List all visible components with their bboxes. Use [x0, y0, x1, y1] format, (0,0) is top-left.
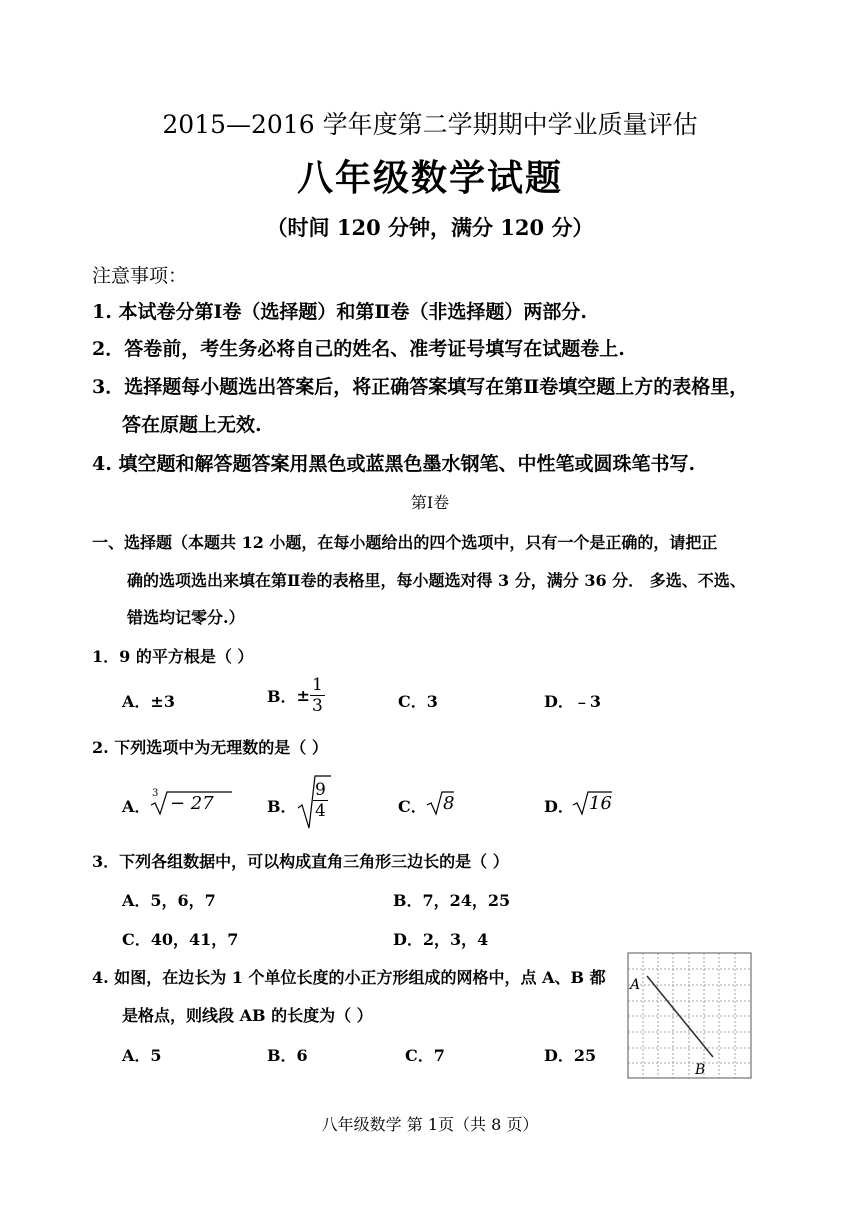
- cube-root-index: 3: [152, 788, 159, 799]
- point-a-label: A: [630, 977, 641, 993]
- q4-option-c: C．7: [405, 1046, 445, 1065]
- option-label: D．: [544, 692, 574, 711]
- segment-ab: [647, 976, 713, 1057]
- section-instructions-line2: 确的选项选出来填在第Ⅱ卷的表格里，每小题选对得 3 分，满分 36 分． 多选、不选、: [127, 571, 746, 590]
- q1-option-c: [398, 689, 438, 712]
- q4-option-a: A．5: [122, 1046, 162, 1065]
- volume-heading: 第Ⅰ卷: [410, 493, 450, 512]
- note-item-3: 3．选择题每小题选出答案后，将正确答案填写在第Ⅱ卷填空题上方的表格里，: [92, 376, 749, 398]
- plus-minus-sign: ±: [296, 686, 310, 705]
- option-value: ±3: [150, 692, 175, 711]
- note-item-1: 1. 本试卷分第Ⅰ卷（选择题）和第Ⅱ卷（非选择题）两部分.: [92, 301, 587, 323]
- option-value: ﹣3: [573, 692, 602, 711]
- fraction-numerator: 1: [311, 675, 323, 695]
- notes-heading: 注意事项：: [92, 265, 188, 287]
- fraction: [310, 675, 325, 716]
- fraction-denominator: 4: [315, 801, 326, 821]
- fraction: [313, 780, 328, 821]
- option-label: A．: [122, 692, 151, 711]
- q1-option-a: [122, 689, 175, 712]
- q3-option-c: C．40，41，7: [122, 930, 239, 949]
- note-item-4: 4. 填空题和解答题答案用黑色或蓝黑色墨水钢笔、中性笔或圆珠笔书写.: [92, 453, 696, 475]
- fraction-denominator: 3: [311, 696, 323, 716]
- note-item-3-cont: 答在原题上无效.: [122, 414, 262, 436]
- radicand: 8: [443, 793, 455, 814]
- radicand: 16: [589, 793, 612, 814]
- q1-option-b: [267, 675, 325, 716]
- exam-title: 八年级数学试题: [296, 157, 563, 199]
- question-1-stem: 1．9 的平方根是（ ）: [92, 647, 254, 666]
- option-label: C．: [398, 692, 427, 711]
- radicand: − 27: [170, 793, 214, 814]
- section-instructions-line1: 一、选择题（本题共 12 小题，在每小题给出的四个选项中，只有一个是正确的，请把正: [92, 533, 718, 552]
- q3-option-a: A．5，6，7: [122, 891, 216, 910]
- point-b-label: B: [695, 1062, 706, 1078]
- exam-term-heading: 2015—2016 学年度第二学期期中学业质量评估: [162, 110, 698, 139]
- question-3-stem: 3．下列各组数据中，可以构成直角三角形三边长的是（ ）: [92, 852, 509, 871]
- grid-figure: [627, 952, 752, 1079]
- q3-option-b: B．7，24，25: [393, 891, 511, 910]
- option-label: B．: [267, 687, 297, 706]
- grid-diagram: [627, 952, 752, 1079]
- option-label: C．: [398, 797, 427, 816]
- option-label: A．: [122, 797, 151, 816]
- question-2-stem: 2. 下列选项中为无理数的是（ ）: [92, 738, 328, 757]
- q1-option-d: [544, 689, 601, 712]
- section-instructions-line3: 错选均记零分.）: [127, 608, 245, 627]
- question-4-stem-line2: 是格点，则线段 AB 的长度为（ ）: [122, 1006, 373, 1025]
- exam-time-score: （时间 120 分钟，满分 120 分）: [266, 215, 594, 240]
- option-value: 3: [426, 692, 438, 711]
- q4-option-b: B．6: [267, 1046, 308, 1065]
- page-footer: 八年级数学 第 1页（共 8 页）: [321, 1115, 539, 1134]
- q4-option-d: D．25: [544, 1046, 597, 1065]
- fraction-numerator: 9: [315, 780, 326, 800]
- option-label: D．: [544, 797, 574, 816]
- q3-option-d: D．2，3，4: [393, 930, 489, 949]
- note-item-2: 2．答卷前，考生务必将自己的姓名、准考证号填写在试题卷上.: [92, 338, 625, 360]
- question-4-stem-line1: 4. 如图，在边长为 1 个单位长度的小正方形组成的网格中，点 A、B 都: [92, 968, 606, 987]
- option-label: B．: [267, 797, 297, 816]
